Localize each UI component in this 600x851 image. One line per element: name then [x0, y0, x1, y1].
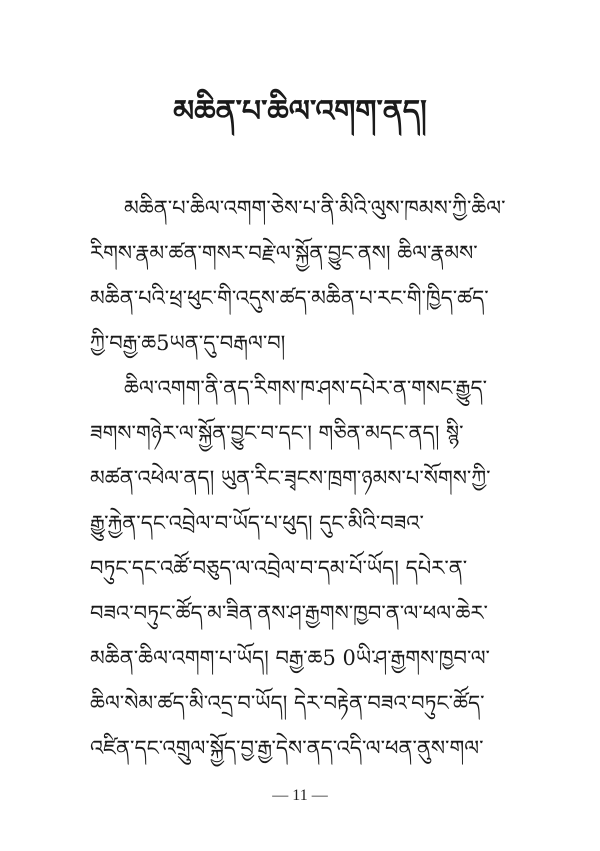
text-line: མཆིན་པ་ཆིལ་འགག་ཅེས་པ་ནི་མིའི་ལུས་ཁམས་ཀྱི་ཆིལ་ — [124, 196, 506, 220]
body-text — [90, 186, 530, 771]
text-line: འཛིན་དང་འགྲུལ་སྐྱོད་བྱ་རྒྱ་དེས་ནད་འདི་ལ་ཕན་ནུས་གལ་ — [90, 736, 484, 760]
text-line: བཟའ་བཏུང་ཚོད་མ་ཟིན་ནས་ཤ་རྒྱགས་ཁྱབ་ན་ལ་ཕལ་ཆེར་ — [90, 601, 488, 625]
text-line: ཆིལ་འགག་ནི་ནད་རིགས་ཁ་ཤས་དཔེར་ན་གསང་རྒྱུད་ — [124, 376, 488, 400]
page-number: — 11 — — [272, 787, 328, 804]
text-line: ཀྱི་བརྒྱ་ཆ5ཡན་དུ་བརྒལ་བ། — [90, 331, 286, 355]
text-line: རིགས་རྣམ་ཚན་གསར་བརྗེ་ལ་སྐྱོན་བྱུང་ནས། ཆིལ་རྣམས་ — [90, 241, 478, 265]
text-line: བཏུང་དང་འཚོ་བཅུད་ལ་འབྲེལ་བ་དམ་པོ་ཡོད། དཔེར་ན་ — [90, 556, 468, 580]
text-line: ཟགས་གཉེར་ལ་སྐྱོན་བྱུང་བ་དང་། གཅིན་མདང་ནད། སྙི་ — [90, 421, 464, 445]
page-title: མཆིན་པ་ཆིལ་འགག་ནད། — [173, 94, 427, 129]
text-line: མཆིན་ཆིལ་འགག་པ་ཡོད། བརྒྱ་ཆ5 0ཡི་ཤ་རྒྱགས་ཁྱབ་ལ་ — [90, 646, 490, 670]
text-line: ཆིལ་སེམ་ཚད་མི་འདྲ་བ་ཡོད། དེར་བརྟེན་བཟའ་བཏུང་ཚོད་ — [90, 691, 485, 715]
text-line: མཆིན་པའི་ཕྲ་ཕུང་གི་འདུས་ཚད་མཆིན་པ་རང་གི་ཁྱིད་ཚད་ — [90, 286, 489, 310]
text-line: མཚན་འཕེལ་ནད། ཡུན་རིང་ཟྭངས་ཁྲག་ཉམས་པ་སོགས་ཀྱི་ — [90, 466, 491, 490]
text-line: རྒྱུ་རྐྱེན་དང་འབྲེལ་བ་ཡོད་པ་ཕུད། དུང་མིའི་བཟའ་ — [90, 511, 424, 535]
